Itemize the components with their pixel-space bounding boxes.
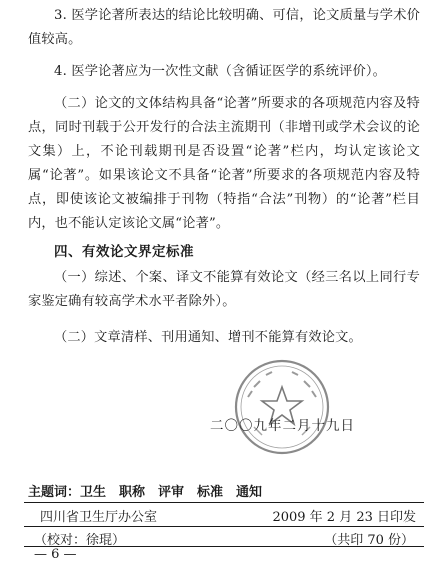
issue-date: 2009 年 2 月 23 日印发 <box>272 510 416 525</box>
paragraph-criterion-1: （一）综述、个案、译文不能算有效论文（经三名以上同行专家鉴定确有较高学术水平者除外）。 <box>28 270 420 309</box>
paragraph-4: 4. 医学论著应为一次性文献（含循证医学的系统评价）。 <box>54 64 387 79</box>
subject-words: 主题词：卫生 职称 评审 标准 通知 <box>28 485 263 500</box>
section-heading-4: 四、有效论文界定标准 <box>54 244 194 260</box>
paragraph-3: 3. 医学论著所表达的结论比较明确、可信，论文质量与学术价值较高。 <box>28 8 420 47</box>
proofreader: （校对：徐琨） <box>34 533 126 548</box>
footer-rule-bottom <box>24 546 424 547</box>
paragraph-section-2: （二）论文的文体结构具备“论著”所要求的各项规范内容及特点，同时刊载于公开发行的合法主流期刊（非增刊或学术会议的论文集）上，不论刊载期刊是否设置“论著”栏内，均认定该论文属“论著”。如果该论文不具备“论著”所要求的各项规范内容及特点，即使该论文被编排于刊物（特指“合法”刊物）的“论著”栏目内，也不能认定该论文属“论著”。 <box>28 96 420 231</box>
official-seal-icon <box>232 357 332 457</box>
copies-count: （共印 70 份） <box>324 533 414 548</box>
issuer-name: 四川省卫生厅办公室 <box>40 510 158 525</box>
issuer-row <box>40 506 416 525</box>
footer-rule-middle <box>24 526 424 527</box>
footer-rule-top <box>24 502 424 503</box>
signature-date: 二〇〇九年二月十九日 <box>210 418 355 434</box>
page-number: — 6 — <box>34 547 77 562</box>
paragraph-criterion-2: （二）文章清样、刊用通知、增刊不能算有效论文。 <box>54 330 362 345</box>
